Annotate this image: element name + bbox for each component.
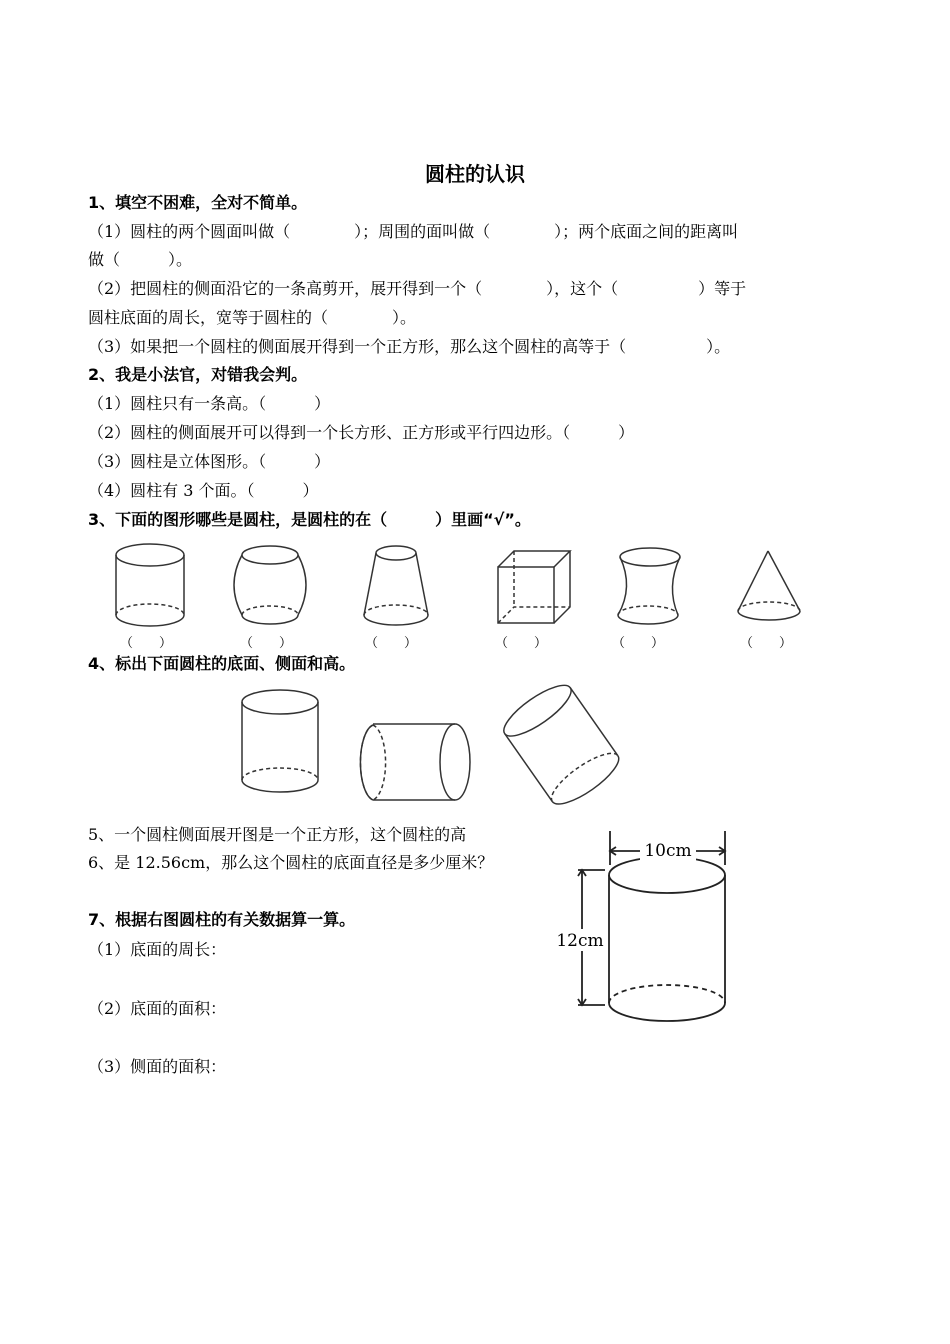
page-title: 圆柱的认识	[425, 162, 525, 186]
answer-paren-4[interactable]: （ ）	[495, 636, 548, 651]
shape-cube	[498, 551, 570, 623]
q3-heading: 3、下面的图形哪些是圆柱，是圆柱的在（ ）里画“√”。	[88, 510, 531, 529]
q4-cylinders	[230, 680, 650, 805]
q7-line-3: （3）侧面的面积：	[88, 1057, 227, 1076]
answer-paren-3[interactable]: （ ）	[365, 636, 418, 651]
answer-paren-1[interactable]: （ ）	[120, 636, 173, 651]
q1-line-5: （3）如果把一个圆柱的侧面展开得到一个正方形，那么这个圆柱的高等于（ ）。	[88, 337, 731, 356]
tilted-cylinder	[497, 680, 625, 805]
answer-paren-5[interactable]: （ ）	[612, 636, 665, 651]
shape-barrel	[234, 546, 306, 624]
answer-paren-2[interactable]: （ ）	[240, 636, 293, 651]
diameter-label: 10cm	[644, 841, 692, 861]
q3-shapes	[88, 535, 828, 635]
shape-frustum	[364, 546, 428, 625]
shape-curved-cylinder	[618, 548, 680, 624]
q2-line-1: （1）圆柱只有一条高。（ ）	[88, 394, 331, 413]
dimension-cylinder-figure	[550, 825, 740, 1030]
q7-line-2: （2）底面的面积：	[88, 999, 227, 1018]
q6-text: 6、是 12.56cm，那么这个圆柱的底面直径是多少厘米？	[88, 853, 494, 872]
q1-line-3: （2）把圆柱的侧面沿它的一条高剪开，展开得到一个（ ），这个（ ）等于	[88, 279, 747, 298]
q2-line-3: （3）圆柱是立体图形。（ ）	[88, 452, 331, 471]
q2-line-4: （4）圆柱有 3 个面。（ ）	[88, 481, 319, 500]
q5-text: 5、一个圆柱侧面展开图是一个正方形，这个圆柱的高	[88, 825, 467, 844]
height-label: 12cm	[556, 931, 604, 951]
horizontal-cylinder	[360, 724, 470, 800]
upright-cylinder	[242, 690, 318, 792]
shape-cylinder	[116, 544, 184, 626]
q4-heading: 4、标出下面圆柱的底面、侧面和高。	[88, 654, 356, 673]
q1-line-1: （1）圆柱的两个圆面叫做（ ）；周围的面叫做（ ）；两个底面之间的距离叫	[88, 222, 739, 241]
q7-line-1: （1）底面的周长：	[88, 940, 227, 959]
q1-line-4: 圆柱底面的周长，宽等于圆柱的（ ）。	[88, 308, 417, 327]
q2-heading: 2、我是小法官，对错我会判。	[88, 365, 308, 384]
answer-paren-6[interactable]: （ ）	[740, 636, 793, 651]
q2-line-2: （2）圆柱的侧面展开可以得到一个长方形、正方形或平行四边形。（ ）	[88, 423, 635, 442]
q1-line-2: 做（ ）。	[88, 250, 193, 269]
shape-cone	[738, 551, 800, 620]
q1-heading: 1、填空不困难，全对不简单。	[88, 193, 308, 212]
q7-heading: 7、根据右图圆柱的有关数据算一算。	[88, 910, 356, 929]
